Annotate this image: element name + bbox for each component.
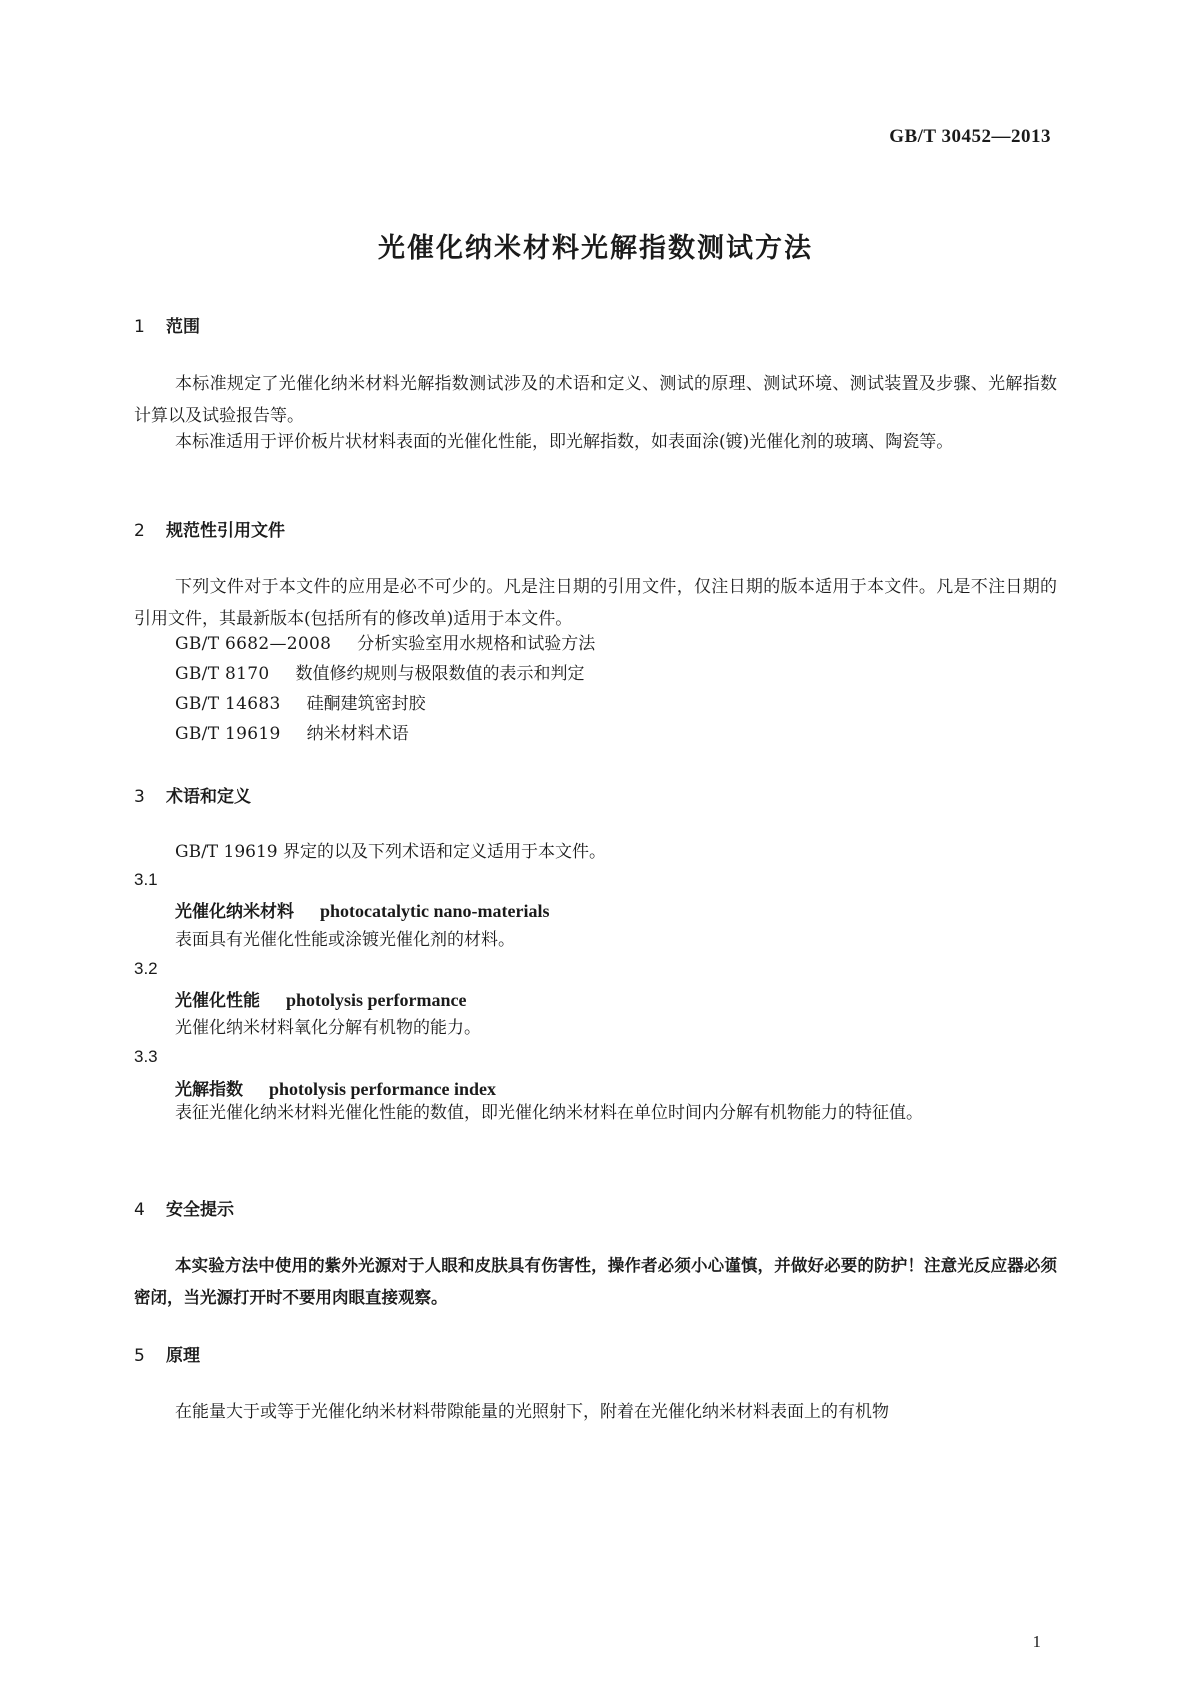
section-heading-scope [134, 312, 200, 337]
safety-warning: 本实验方法中使用的紫外光源对于人眼和皮肤具有伤害性，操作者必须小心谨慎，并做好必要的防护！注意光反应器必须密闭，当光源打开时不要用肉眼直接观察。 [134, 1256, 1057, 1307]
document-title: 光催化纳米材料光解指数测试方法 [378, 233, 813, 264]
section-number: 2 [134, 521, 145, 541]
term-english: photolysis performance index [269, 1079, 496, 1099]
scope-paragraph-1: 本标准规定了光催化纳米材料光解指数测试涉及的术语和定义、测试的原理、测试环境、测试装置及步骤、光解指数计算以及试验报告等。 [134, 374, 1057, 426]
term-heading [175, 897, 549, 922]
standard-number: GB/T 30452—2013 [889, 126, 1051, 147]
section-number: 5 [134, 1346, 145, 1366]
section-title: 规范性引用文件 [166, 521, 285, 541]
section-heading-terms [134, 782, 251, 807]
term-number: 3.3 [134, 1047, 158, 1066]
reference-title: 纳米材料术语 [306, 724, 409, 744]
reference-code: GB/T 14683 [175, 694, 281, 714]
section-heading-safety [134, 1195, 234, 1220]
reference-title: 分析实验室用水规格和试验方法 [357, 634, 596, 654]
reference-code: GB/T 6682—2008 [175, 634, 332, 654]
page-number: 1 [1032, 1632, 1041, 1651]
reference-item [175, 660, 585, 688]
reference-code: GB/T 8170 [175, 664, 270, 684]
term-chinese: 光催化纳米材料 [175, 902, 294, 922]
reference-code: GB/T 19619 [175, 724, 281, 744]
terms-intro: GB/T 19619 界定的以及下列术语和定义适用于本文件。 [175, 842, 607, 862]
term-number: 3.2 [134, 959, 158, 978]
term-definition: 表面具有光催化性能或涂镀光催化剂的材料。 [175, 930, 515, 950]
section-number: 3 [134, 787, 145, 807]
section-title: 原理 [166, 1346, 200, 1366]
section-number: 4 [134, 1200, 145, 1220]
reference-title: 硅酮建筑密封胶 [306, 694, 426, 714]
term-chinese: 光催化性能 [175, 991, 260, 1011]
term-chinese: 光解指数 [175, 1080, 243, 1100]
term-english: photolysis performance [286, 990, 467, 1010]
section-heading-normative-references [134, 516, 285, 541]
term-heading [175, 986, 466, 1011]
section-title: 术语和定义 [166, 787, 251, 807]
scope-paragraph-2: 本标准适用于评价板片状材料表面的光催化性能，即光解指数，如表面涂(镀)光催化剂的玻璃、陶瓷等。 [175, 432, 954, 452]
references-intro: 下列文件对于本文件的应用是必不可少的。凡是注日期的引用文件，仅注日期的版本适用于本文件。凡是不注日期的引用文件，其最新版本(包括所有的修改单)适用于本文件。 [134, 577, 1057, 629]
term-english: photocatalytic nano-materials [320, 901, 550, 921]
reference-item [175, 690, 426, 718]
reference-item [175, 720, 409, 748]
section-title: 范围 [166, 317, 200, 337]
reference-title: 数值修约规则与极限数值的表示和判定 [295, 664, 585, 684]
section-title: 安全提示 [166, 1200, 234, 1220]
principle-paragraph: 在能量大于或等于光催化纳米材料带隙能量的光照射下，附着在光催化纳米材料表面上的有机物 [175, 1402, 889, 1422]
reference-item [175, 630, 595, 658]
term-number: 3.1 [134, 870, 158, 889]
term-definition: 光催化纳米材料氧化分解有机物的能力。 [175, 1018, 481, 1038]
term-definition: 表征光催化纳米材料光催化性能的数值，即光催化纳米材料在单位时间内分解有机物能力的特征值。 [175, 1103, 923, 1123]
section-number: 1 [134, 317, 145, 337]
section-heading-principle [134, 1341, 200, 1366]
